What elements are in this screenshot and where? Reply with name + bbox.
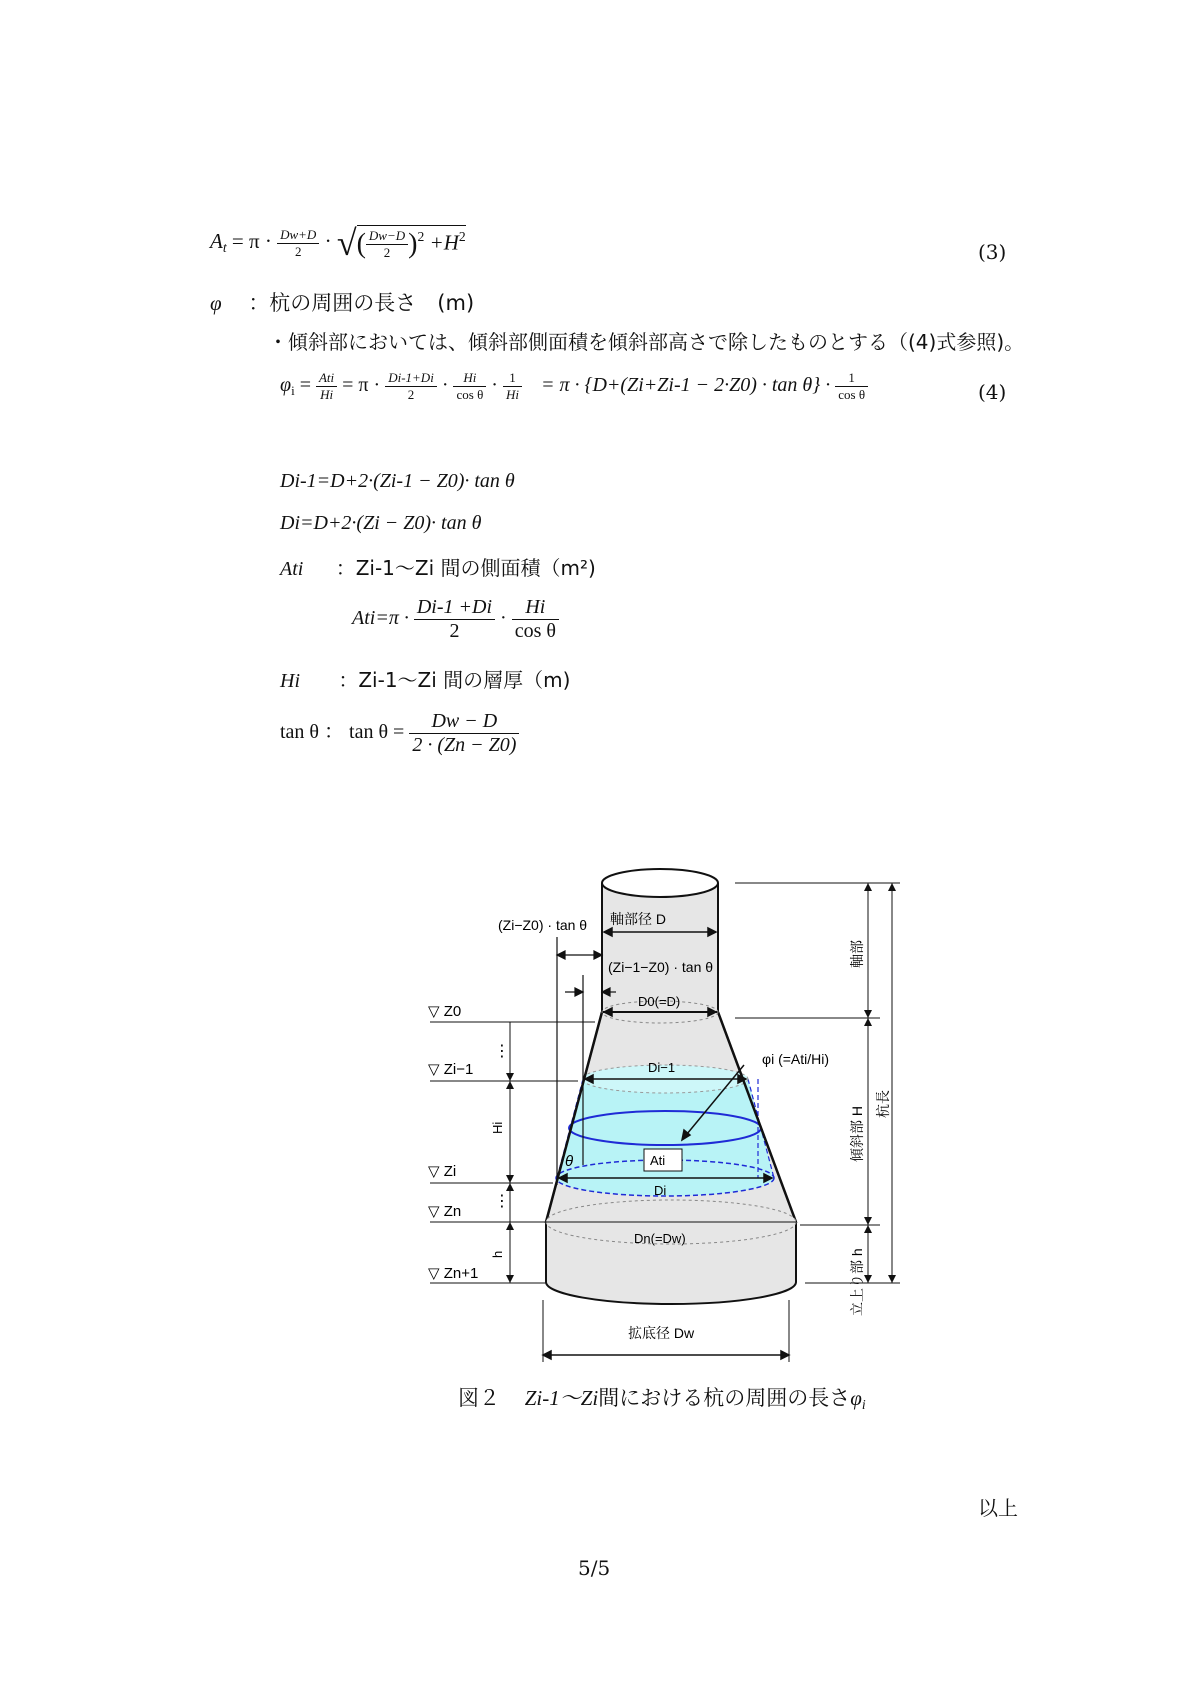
label-zim1-z0: (Zi−1−Z0) · tan θ [608, 959, 714, 975]
page-number: 5/5 [578, 1556, 611, 1580]
label-zi: ▽ Zi [428, 1163, 457, 1180]
label-slope: 傾斜部 H [849, 1106, 865, 1162]
label-ati: Ati [650, 1153, 666, 1168]
bullet-text: ・傾斜部においては、傾斜部側面積を傾斜部高さで除したものとする（(4)式参照)。 [268, 330, 1025, 354]
label-hi: Hi [490, 1121, 505, 1134]
label-zn1: ▽ Zn+1 [428, 1265, 479, 1282]
label-zi-z0: (Zi−Z0) · tan θ [498, 917, 588, 933]
figure-caption: 図２ Zi-1～Zi間における杭の周囲の長さ$\varphi_i$ [458, 1386, 866, 1413]
def-a-ti-equation: Ati=π · $\frac{Di-1 +Di}{2}$ · $\frac{Hi}{\text{cos θ}}$ [352, 596, 559, 643]
label-dn: Dn(=Dw) [634, 1231, 686, 1246]
label-h: h [490, 1250, 505, 1258]
def-a-ti: Ati ：Zi-1～Zi 間の側面積（m²) [280, 556, 596, 580]
equation-4-number: (4) [978, 380, 1007, 404]
shaft-body [602, 883, 718, 1012]
def-d-im1: Di-1=D+2·(Zi-1 − Z0)· tan θ [280, 470, 515, 492]
label-zim1: ▽ Zi−1 [428, 1061, 474, 1078]
label-base-dia: 拡底径 Dw [628, 1325, 695, 1341]
label-phi-i: φi (=Ati/Hi) [762, 1051, 830, 1067]
closing-ijou: 以上 [978, 1496, 1018, 1520]
dots-lower: ⋮ [494, 1193, 510, 1210]
equation-3-number: (3) [978, 240, 1007, 264]
def-tan-theta: tan θ ： tan θ = $\frac{Dw - D}{2 \cdot (Zn - Z0)}$ [280, 710, 519, 757]
label-z0: ▽ Z0 [428, 1003, 462, 1020]
phi-definition: φ ：杭の周囲の長さ (m) [210, 291, 475, 315]
equation-3: $A_t = \pi$ · $\frac{Dw+D}{2}$ · √( $\frac{Dw-D}{2}$ )$^2 +H^2$ [210, 223, 466, 263]
label-dim1: Di−1 [648, 1060, 676, 1075]
label-shaft: 軸部 [849, 940, 865, 968]
def-d-i: Di=D+2·(Zi − Z0)· tan θ [280, 512, 482, 534]
dots-upper: ⋮ [494, 1043, 510, 1060]
def-h-i: Hi ：Zi-1～Zi 間の層厚（m) [280, 668, 571, 692]
equation-4: $\varphi_i$ = $\frac{\text{Ati}}{Hi}$ = π · $\frac{Di-1+Di}{2}$ · $\frac{Hi}{\text{cos θ}}$ · $\frac{1}{Hi}$ = π · {D+(Zi+Zi-1 − 2·Z0) · tan θ} · $\frac{1}{\text{cos θ}}$ [280, 370, 868, 403]
label-shaft-dia: 軸部径 D [610, 911, 666, 927]
shaft-top-ellipse [602, 869, 718, 897]
label-d0: D0(=D) [638, 994, 681, 1009]
label-zn: ▽ Zn [428, 1203, 462, 1220]
label-length: 杭長 [875, 1090, 891, 1118]
label-rise: 立上り部 h [849, 1248, 865, 1316]
label-theta: θ [565, 1153, 574, 1170]
label-di: Di [654, 1183, 667, 1198]
